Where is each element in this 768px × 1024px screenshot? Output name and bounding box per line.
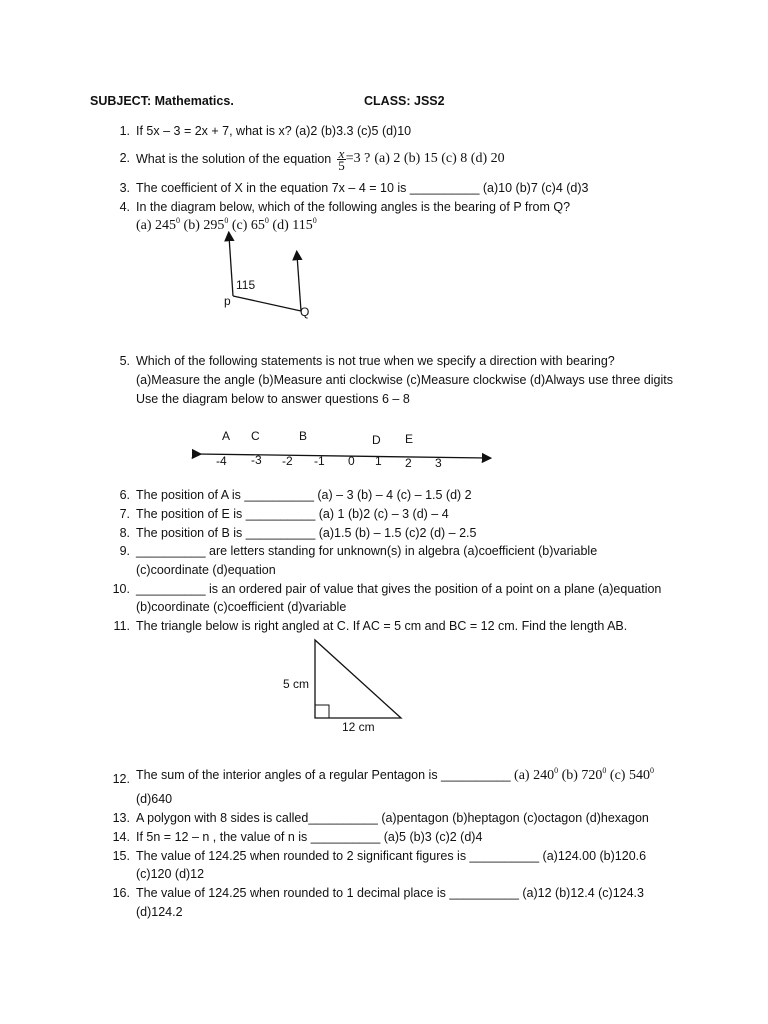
subject-heading: SUBJECT: Mathematics.	[90, 94, 234, 108]
question-6-text: The position of A is __________ (a) – 3 (b) – 4 (c) – 1.5 (d) 2	[136, 488, 472, 502]
question-number: 6.	[119, 488, 130, 502]
side-ac-label: 5 cm	[283, 677, 310, 691]
tick-label: -2	[282, 454, 293, 468]
option-value: 540	[628, 768, 650, 783]
point-c: C	[251, 429, 260, 443]
option-label: (d)	[272, 218, 289, 233]
question-2-stem: What is the solution of the equation	[136, 152, 332, 166]
fraction-denominator: 5	[338, 157, 345, 173]
question-number: 10.	[112, 582, 130, 596]
question-number: 7.	[119, 507, 130, 521]
option-value: 115	[292, 218, 313, 233]
question-number: 16.	[112, 886, 130, 900]
tick-label: 0	[348, 454, 355, 468]
point-q-label: Q	[300, 305, 310, 319]
option-value: 240	[533, 768, 555, 783]
question-number: 14.	[112, 830, 130, 844]
question-number: 8.	[119, 526, 130, 540]
point-a: A	[222, 429, 231, 443]
equation-rhs: =3 ?	[345, 151, 371, 166]
tick-label: -1	[314, 454, 325, 468]
degree-mark: 0	[264, 216, 269, 225]
option-label: (a)	[136, 218, 152, 233]
tick-label: -3	[251, 453, 262, 467]
option-value: 720	[581, 768, 603, 783]
question-9-continued: (c)coordinate (d)equation	[136, 563, 276, 577]
question-number: 4.	[119, 200, 130, 214]
question-14-text: If 5n = 12 – n , the value of n is __________ (a)5 (b)3 (c)2 (d)4	[136, 830, 483, 844]
degree-mark: 0	[312, 216, 317, 225]
side-bc-label: 12 cm	[342, 720, 375, 734]
tick-label: 3	[435, 456, 442, 470]
question-15-text: The value of 124.25 when rounded to 2 significant figures is __________ (a)124.00 (b)120.6	[136, 849, 647, 863]
question-9-text: __________ are letters standing for unknown(s) in algebra (a)coefficient (b)variable	[136, 544, 598, 558]
question-number: 1.	[119, 124, 130, 138]
degree-mark: 0	[176, 216, 181, 225]
question-12-continued: (d)640	[136, 792, 173, 806]
question-12-options	[514, 768, 654, 783]
option-label: (c)	[609, 768, 626, 783]
question-number: 5.	[119, 354, 130, 368]
question-number: 13.	[112, 811, 130, 825]
question-3-text: The coefficient of X in the equation 7x – 4 = 10 is __________ (a)10 (b)7 (c)4 (d)3	[136, 181, 589, 195]
question-7-text: The position of E is __________ (a) 1 (b)2 (c) – 3 (d) – 4	[136, 507, 449, 521]
point-d: D	[372, 433, 381, 447]
option-value: 65	[250, 218, 265, 233]
option-value: 245	[155, 218, 177, 233]
question-2-options: (a) 2 (b) 15 (c) 8 (d) 20	[374, 151, 505, 166]
question-number: 11.	[113, 619, 130, 633]
angle-label: 115	[236, 278, 256, 292]
diagram-instruction: Use the diagram below to answer questions 6 – 8	[136, 392, 410, 406]
tick-label: -4	[216, 454, 227, 468]
option-label: (c)	[231, 218, 248, 233]
question-number: 2.	[119, 151, 130, 165]
option-label: (a)	[514, 768, 530, 783]
tick-label: 1	[375, 454, 382, 468]
question-12-text	[136, 768, 654, 784]
class-heading: CLASS: JSS2	[364, 94, 445, 108]
question-number: 9.	[119, 544, 130, 558]
question-4-text: In the diagram below, which of the following angles is the bearing of P from Q?	[136, 200, 571, 214]
tick-label: 2	[405, 456, 412, 470]
question-10-continued: (b)coordinate (c)coefficient (d)variable	[136, 600, 347, 614]
question-number: 3.	[119, 181, 130, 195]
question-1-text: If 5x – 3 = 2x + 7, what is x? (a)2 (b)3.3 (c)5 (d)10	[136, 124, 412, 138]
fraction-numerator: x	[338, 145, 345, 161]
question-10-text: __________ is an ordered pair of value that gives the position of a point on a plane (a)equation	[136, 582, 662, 596]
degree-mark: 0	[554, 766, 559, 775]
degree-mark: 0	[602, 766, 607, 775]
question-5-options: (a)Measure the angle (b)Measure anti clockwise (c)Measure clockwise (d)Always use three digits	[136, 373, 674, 387]
point-e: E	[405, 432, 414, 446]
right-angle-mark	[315, 705, 329, 718]
point-b: B	[299, 429, 308, 443]
question-5-text: Which of the following statements is not true when we specify a direction with bearing?	[136, 354, 615, 368]
question-13-text: A polygon with 8 sides is called__________ (a)pentagon (b)heptagon (c)octagon (d)hexagon	[136, 811, 649, 825]
question-11-text: The triangle below is right angled at C. If AC = 5 cm and BC = 12 cm. Find the length AB.	[136, 619, 628, 633]
question-number: 12.	[112, 772, 130, 786]
question-16-continued: (d)124.2	[136, 905, 183, 919]
question-12-stem: The sum of the interior angles of a regular Pentagon is __________	[136, 768, 511, 782]
question-8-text: The position of B is __________ (a)1.5 (b) – 1.5 (c)2 (d) – 2.5	[136, 526, 477, 540]
question-16-text: The value of 124.25 when rounded to 1 decimal place is __________ (a)12 (b)12.4 (c)124.3	[136, 886, 644, 900]
triangle	[315, 640, 401, 718]
degree-mark: 0	[649, 766, 654, 775]
degree-mark: 0	[224, 216, 229, 225]
option-value: 295	[203, 218, 225, 233]
question-number: 15.	[112, 849, 130, 863]
point-p-label: p	[224, 294, 231, 308]
question-15-continued: (c)120 (d)12	[136, 867, 205, 881]
option-label: (b)	[183, 218, 200, 233]
option-label: (b)	[561, 768, 578, 783]
